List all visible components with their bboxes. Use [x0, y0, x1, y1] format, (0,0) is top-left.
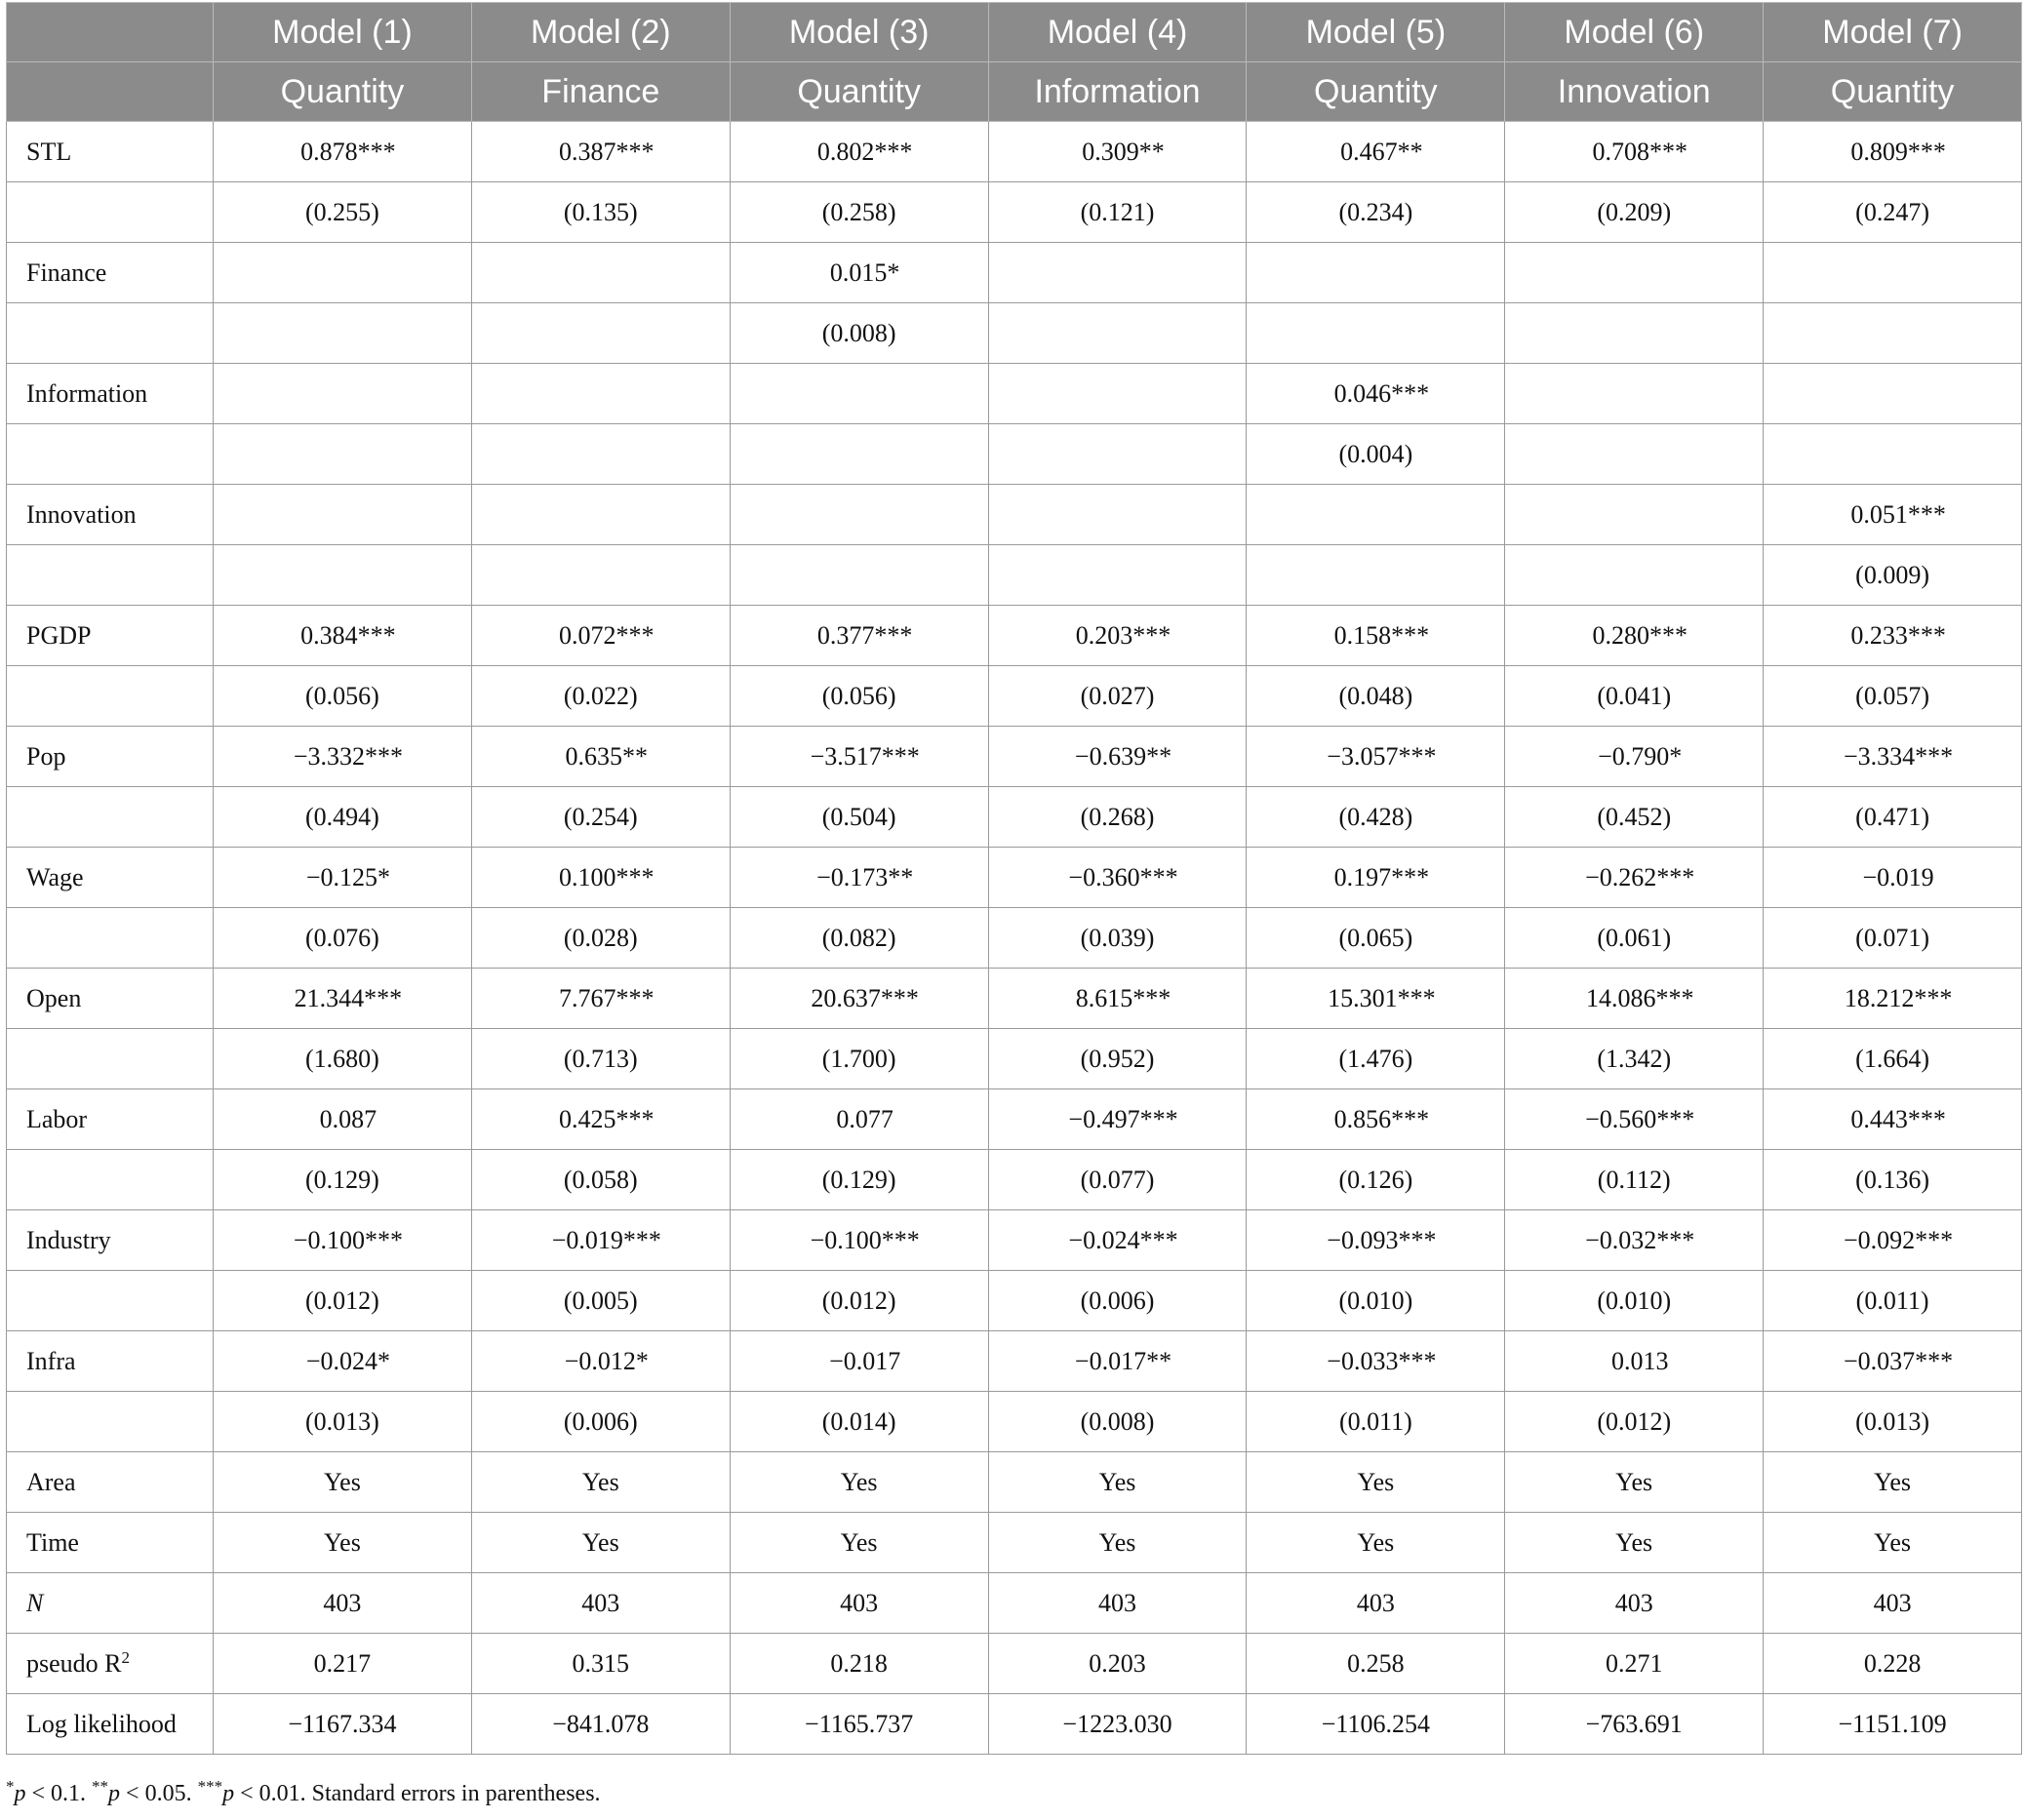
summary-value-cell: 403: [1247, 1573, 1505, 1634]
model-header: Model (2): [471, 3, 730, 62]
model-header: Model (6): [1505, 3, 1764, 62]
coefficient-cell: [214, 364, 472, 424]
summary-label-text: Time: [26, 1527, 79, 1557]
regression-table-container: [6, 2, 2021, 1755]
dependent-variable-header: Innovation: [1505, 62, 1764, 122]
coefficient-row-pgdp: [7, 606, 2022, 666]
standard-error-cell: (0.041): [1505, 666, 1764, 727]
coefficient-cell: −0.024***: [988, 1210, 1247, 1271]
standard-error-cell: [730, 424, 988, 485]
coefficient-row-stl: [7, 122, 2022, 182]
summary-value-cell: 0.203: [988, 1634, 1247, 1694]
dependent-variable-header: Information: [988, 62, 1247, 122]
coefficient-cell: 0.203***: [988, 606, 1247, 666]
summary-value-cell: −1223.030: [988, 1694, 1247, 1755]
coefficient-cell: 0.087: [214, 1089, 472, 1150]
coefficient-cell: −0.360***: [988, 848, 1247, 908]
variable-label: PGDP: [7, 606, 214, 666]
model-header: Model (7): [1764, 3, 2022, 62]
standard-error-row-finance: [7, 303, 2022, 364]
standard-error-cell: (0.065): [1247, 908, 1505, 969]
variable-label-empty: [7, 908, 214, 969]
standard-error-row-pop: [7, 787, 2022, 848]
coefficient-cell: 0.425***: [471, 1089, 730, 1150]
coefficient-row-industry: [7, 1210, 2022, 1271]
standard-error-cell: (0.126): [1247, 1150, 1505, 1210]
coefficient-cell: 0.072***: [471, 606, 730, 666]
standard-error-cell: (0.009): [1764, 545, 2022, 606]
standard-error-cell: [1764, 303, 2022, 364]
summary-label: [7, 1634, 214, 1694]
summary-value-cell: −1151.109: [1764, 1694, 2022, 1755]
summary-value-cell: Yes: [471, 1452, 730, 1513]
standard-error-cell: (0.076): [214, 908, 472, 969]
coefficient-cell: 0.443***: [1764, 1089, 2022, 1150]
standard-error-cell: (0.112): [1505, 1150, 1764, 1210]
coefficient-cell: 0.280***: [1505, 606, 1764, 666]
standard-error-cell: (0.129): [730, 1150, 988, 1210]
coefficient-row-wage: [7, 848, 2022, 908]
summary-value-cell: Yes: [214, 1513, 472, 1573]
summary-row-area: [7, 1452, 2022, 1513]
coefficient-cell: 0.878***: [214, 122, 472, 182]
summary-label-text: N: [26, 1588, 44, 1617]
standard-error-cell: [471, 424, 730, 485]
summary-value-cell: Yes: [988, 1513, 1247, 1573]
standard-error-cell: [1505, 545, 1764, 606]
coefficient-cell: −0.024*: [214, 1331, 472, 1392]
standard-error-cell: (0.234): [1247, 182, 1505, 243]
coefficient-cell: −0.125*: [214, 848, 472, 908]
footnote-star: **: [92, 1777, 109, 1796]
standard-error-cell: (0.004): [1247, 424, 1505, 485]
coefficient-cell: 15.301***: [1247, 969, 1505, 1029]
coefficient-cell: −0.790*: [1505, 727, 1764, 787]
model-header: Model (5): [1247, 3, 1505, 62]
summary-value-cell: Yes: [1505, 1452, 1764, 1513]
standard-error-cell: (0.012): [214, 1271, 472, 1331]
summary-value-cell: 0.228: [1764, 1634, 2022, 1694]
coefficient-cell: 0.377***: [730, 606, 988, 666]
standard-error-cell: [1247, 303, 1505, 364]
footnote-var: p: [108, 1781, 121, 1806]
coefficient-cell: 0.100***: [471, 848, 730, 908]
standard-error-cell: (0.011): [1247, 1392, 1505, 1452]
coefficient-cell: −0.560***: [1505, 1089, 1764, 1150]
summary-label: [7, 1452, 214, 1513]
dependent-variable-header: Quantity: [1764, 62, 2022, 122]
coefficient-cell: [471, 364, 730, 424]
coefficient-cell: [1247, 243, 1505, 303]
summary-value-cell: Yes: [214, 1452, 472, 1513]
standard-error-cell: (0.058): [471, 1150, 730, 1210]
standard-error-cell: (1.664): [1764, 1029, 2022, 1089]
standard-error-cell: (0.258): [730, 182, 988, 243]
coefficient-cell: 0.387***: [471, 122, 730, 182]
coefficient-cell: −0.012*: [471, 1331, 730, 1392]
superscript: 2: [121, 1647, 130, 1667]
summary-value-cell: Yes: [730, 1452, 988, 1513]
coefficient-cell: [1505, 485, 1764, 545]
standard-error-cell: [214, 545, 472, 606]
standard-error-cell: (0.006): [988, 1271, 1247, 1331]
coefficient-cell: 0.809***: [1764, 122, 2022, 182]
coefficient-row-open: [7, 969, 2022, 1029]
variable-label: Information: [7, 364, 214, 424]
summary-value-cell: −1106.254: [1247, 1694, 1505, 1755]
coefficient-cell: [730, 485, 988, 545]
standard-error-cell: (0.027): [988, 666, 1247, 727]
variable-label: Innovation: [7, 485, 214, 545]
coefficient-cell: 0.467**: [1247, 122, 1505, 182]
coefficient-cell: −0.037***: [1764, 1331, 2022, 1392]
summary-value-cell: 0.218: [730, 1634, 988, 1694]
standard-error-cell: (0.010): [1505, 1271, 1764, 1331]
coefficient-cell: [214, 243, 472, 303]
summary-value-cell: 0.217: [214, 1634, 472, 1694]
standard-error-cell: (0.013): [1764, 1392, 2022, 1452]
standard-error-cell: (0.129): [214, 1150, 472, 1210]
coefficient-cell: 0.051***: [1764, 485, 2022, 545]
standard-error-cell: (0.247): [1764, 182, 2022, 243]
standard-error-cell: (0.494): [214, 787, 472, 848]
dependent-variable-header: Quantity: [730, 62, 988, 122]
coefficient-cell: 0.856***: [1247, 1089, 1505, 1150]
summary-row-n: [7, 1573, 2022, 1634]
standard-error-row-pgdp: [7, 666, 2022, 727]
coefficient-cell: −0.093***: [1247, 1210, 1505, 1271]
variable-label-empty: [7, 666, 214, 727]
coefficient-cell: −0.019***: [471, 1210, 730, 1271]
footnote-var: p: [222, 1781, 235, 1806]
table-footnote: [6, 1777, 601, 1807]
summary-value-cell: 403: [1764, 1573, 2022, 1634]
coefficient-cell: 0.013: [1505, 1331, 1764, 1392]
standard-error-row-innovation: [7, 545, 2022, 606]
footnote-text: < 0.01. Standard errors in parentheses.: [234, 1781, 601, 1806]
coefficient-cell: 0.384***: [214, 606, 472, 666]
standard-error-cell: [471, 303, 730, 364]
coefficient-row-infra: [7, 1331, 2022, 1392]
variable-label: Industry: [7, 1210, 214, 1271]
standard-error-row-industry: [7, 1271, 2022, 1331]
summary-value-cell: 0.258: [1247, 1634, 1505, 1694]
summary-value-cell: Yes: [1764, 1452, 2022, 1513]
summary-value-cell: 0.315: [471, 1634, 730, 1694]
summary-label: [7, 1694, 214, 1755]
standard-error-cell: [1505, 424, 1764, 485]
summary-value-cell: Yes: [471, 1513, 730, 1573]
coefficient-row-finance: [7, 243, 2022, 303]
summary-value-cell: 403: [988, 1573, 1247, 1634]
variable-label: Open: [7, 969, 214, 1029]
variable-label: Infra: [7, 1331, 214, 1392]
standard-error-cell: (0.039): [988, 908, 1247, 969]
coefficient-row-information: [7, 364, 2022, 424]
coefficient-cell: −0.017**: [988, 1331, 1247, 1392]
coefficient-cell: [1764, 364, 2022, 424]
dependent-variable-row: [7, 62, 2022, 122]
coefficient-cell: [471, 243, 730, 303]
variable-label: Wage: [7, 848, 214, 908]
summary-value-cell: Yes: [1247, 1452, 1505, 1513]
variable-label-empty: [7, 545, 214, 606]
coefficient-cell: −0.019: [1764, 848, 2022, 908]
standard-error-row-wage: [7, 908, 2022, 969]
standard-error-cell: (0.254): [471, 787, 730, 848]
standard-error-row-stl: [7, 182, 2022, 243]
summary-label: [7, 1573, 214, 1634]
standard-error-cell: (0.071): [1764, 908, 2022, 969]
summary-value-cell: 403: [214, 1573, 472, 1634]
coefficient-cell: [1764, 243, 2022, 303]
summary-label: [7, 1513, 214, 1573]
standard-error-row-infra: [7, 1392, 2022, 1452]
coefficient-cell: 14.086***: [1505, 969, 1764, 1029]
header-corner: [7, 62, 214, 122]
standard-error-cell: (0.012): [730, 1271, 988, 1331]
standard-error-cell: (0.011): [1764, 1271, 2022, 1331]
coefficient-cell: 0.077: [730, 1089, 988, 1150]
coefficient-cell: 21.344***: [214, 969, 472, 1029]
standard-error-cell: [471, 545, 730, 606]
standard-error-cell: (0.008): [730, 303, 988, 364]
standard-error-cell: (0.082): [730, 908, 988, 969]
standard-error-cell: (1.476): [1247, 1029, 1505, 1089]
summary-row-time: [7, 1513, 2022, 1573]
standard-error-cell: (0.121): [988, 182, 1247, 243]
summary-label-text: Area: [26, 1467, 76, 1496]
coefficient-cell: 0.233***: [1764, 606, 2022, 666]
dependent-variable-header: Quantity: [214, 62, 472, 122]
regression-table: [6, 2, 2022, 1755]
standard-error-cell: (0.057): [1764, 666, 2022, 727]
coefficient-cell: 18.212***: [1764, 969, 2022, 1029]
variable-label-empty: [7, 182, 214, 243]
standard-error-cell: (0.504): [730, 787, 988, 848]
variable-label-empty: [7, 303, 214, 364]
standard-error-cell: (0.209): [1505, 182, 1764, 243]
summary-row-pseudo: [7, 1634, 2022, 1694]
standard-error-cell: (0.013): [214, 1392, 472, 1452]
standard-error-cell: [988, 303, 1247, 364]
coefficient-cell: [988, 485, 1247, 545]
standard-error-cell: [214, 303, 472, 364]
standard-error-cell: (0.471): [1764, 787, 2022, 848]
model-header: Model (1): [214, 3, 472, 62]
coefficient-cell: −3.057***: [1247, 727, 1505, 787]
summary-value-cell: Yes: [1247, 1513, 1505, 1573]
standard-error-cell: (0.028): [471, 908, 730, 969]
standard-error-cell: (0.077): [988, 1150, 1247, 1210]
standard-error-cell: (0.056): [730, 666, 988, 727]
coefficient-cell: [988, 243, 1247, 303]
footnote-text: < 0.05.: [120, 1781, 198, 1806]
summary-value-cell: 403: [1505, 1573, 1764, 1634]
coefficient-cell: −3.334***: [1764, 727, 2022, 787]
standard-error-cell: [988, 545, 1247, 606]
standard-error-cell: (0.428): [1247, 787, 1505, 848]
coefficient-cell: −0.173**: [730, 848, 988, 908]
standard-error-cell: (0.005): [471, 1271, 730, 1331]
coefficient-cell: −3.517***: [730, 727, 988, 787]
coefficient-cell: 0.197***: [1247, 848, 1505, 908]
summary-value-cell: −1167.334: [214, 1694, 472, 1755]
coefficient-cell: −0.497***: [988, 1089, 1247, 1150]
coefficient-row-pop: [7, 727, 2022, 787]
coefficient-cell: 0.015*: [730, 243, 988, 303]
footnote-star: ***: [197, 1777, 223, 1796]
standard-error-cell: (0.952): [988, 1029, 1247, 1089]
summary-value-cell: Yes: [1505, 1513, 1764, 1573]
coefficient-cell: [471, 485, 730, 545]
coefficient-cell: [988, 364, 1247, 424]
standard-error-cell: (0.014): [730, 1392, 988, 1452]
coefficient-cell: 0.046***: [1247, 364, 1505, 424]
coefficient-cell: −0.100***: [730, 1210, 988, 1271]
coefficient-cell: −0.639**: [988, 727, 1247, 787]
variable-label-empty: [7, 424, 214, 485]
standard-error-cell: (0.048): [1247, 666, 1505, 727]
summary-value-cell: Yes: [1764, 1513, 2022, 1573]
table-body: [7, 122, 2022, 1755]
summary-value-cell: Yes: [988, 1452, 1247, 1513]
coefficient-cell: 8.615***: [988, 969, 1247, 1029]
coefficient-cell: [730, 364, 988, 424]
model-header: Model (3): [730, 3, 988, 62]
coefficient-cell: −0.100***: [214, 1210, 472, 1271]
coefficient-cell: −0.092***: [1764, 1210, 2022, 1271]
coefficient-cell: 20.637***: [730, 969, 988, 1029]
standard-error-cell: [730, 545, 988, 606]
footnote-star: *: [6, 1777, 15, 1796]
standard-error-cell: [988, 424, 1247, 485]
standard-error-cell: (0.008): [988, 1392, 1247, 1452]
summary-value-cell: −841.078: [471, 1694, 730, 1755]
standard-error-cell: [1764, 424, 2022, 485]
variable-label: Pop: [7, 727, 214, 787]
standard-error-row-information: [7, 424, 2022, 485]
standard-error-cell: (0.010): [1247, 1271, 1505, 1331]
standard-error-cell: (0.012): [1505, 1392, 1764, 1452]
summary-value-cell: 403: [471, 1573, 730, 1634]
variable-label-empty: [7, 1150, 214, 1210]
variable-label: Finance: [7, 243, 214, 303]
standard-error-cell: (0.135): [471, 182, 730, 243]
coefficient-cell: 7.767***: [471, 969, 730, 1029]
footnote-text: < 0.1.: [25, 1781, 93, 1806]
variable-label-empty: [7, 1271, 214, 1331]
coefficient-cell: 0.158***: [1247, 606, 1505, 666]
standard-error-cell: (0.136): [1764, 1150, 2022, 1210]
coefficient-row-innovation: [7, 485, 2022, 545]
coefficient-cell: −0.017: [730, 1331, 988, 1392]
standard-error-cell: (1.342): [1505, 1029, 1764, 1089]
variable-label-empty: [7, 1392, 214, 1452]
model-header: Model (4): [988, 3, 1247, 62]
dependent-variable-header: Finance: [471, 62, 730, 122]
standard-error-cell: [1247, 545, 1505, 606]
coefficient-cell: −0.262***: [1505, 848, 1764, 908]
coefficient-cell: [214, 485, 472, 545]
summary-label-text: Log likelihood: [26, 1709, 177, 1738]
footnote-var: p: [14, 1781, 26, 1806]
standard-error-cell: (0.006): [471, 1392, 730, 1452]
summary-row-loglik: [7, 1694, 2022, 1755]
summary-value-cell: −763.691: [1505, 1694, 1764, 1755]
standard-error-cell: [1505, 303, 1764, 364]
standard-error-cell: (0.255): [214, 182, 472, 243]
summary-value-cell: 0.271: [1505, 1634, 1764, 1694]
variable-label-empty: [7, 1029, 214, 1089]
coefficient-cell: −0.033***: [1247, 1331, 1505, 1392]
variable-label: Labor: [7, 1089, 214, 1150]
coefficient-cell: 0.635**: [471, 727, 730, 787]
coefficient-cell: 0.309**: [988, 122, 1247, 182]
variable-label: STL: [7, 122, 214, 182]
summary-value-cell: Yes: [730, 1513, 988, 1573]
coefficient-cell: 0.708***: [1505, 122, 1764, 182]
standard-error-cell: (0.056): [214, 666, 472, 727]
summary-label-text: pseudo R: [26, 1648, 122, 1678]
standard-error-cell: (0.268): [988, 787, 1247, 848]
coefficient-cell: −3.332***: [214, 727, 472, 787]
coefficient-cell: −0.032***: [1505, 1210, 1764, 1271]
dependent-variable-header: Quantity: [1247, 62, 1505, 122]
standard-error-cell: (0.452): [1505, 787, 1764, 848]
standard-error-cell: (0.061): [1505, 908, 1764, 969]
coefficient-cell: [1247, 485, 1505, 545]
standard-error-cell: [214, 424, 472, 485]
coefficient-row-labor: [7, 1089, 2022, 1150]
standard-error-row-open: [7, 1029, 2022, 1089]
standard-error-cell: (0.713): [471, 1029, 730, 1089]
summary-value-cell: 403: [730, 1573, 988, 1634]
standard-error-cell: (1.700): [730, 1029, 988, 1089]
coefficient-cell: [1505, 364, 1764, 424]
model-header-row: [7, 3, 2022, 62]
summary-value-cell: −1165.737: [730, 1694, 988, 1755]
coefficient-cell: 0.802***: [730, 122, 988, 182]
coefficient-cell: [1505, 243, 1764, 303]
standard-error-row-labor: [7, 1150, 2022, 1210]
standard-error-cell: (0.022): [471, 666, 730, 727]
standard-error-cell: (1.680): [214, 1029, 472, 1089]
header-corner: [7, 3, 214, 62]
variable-label-empty: [7, 787, 214, 848]
